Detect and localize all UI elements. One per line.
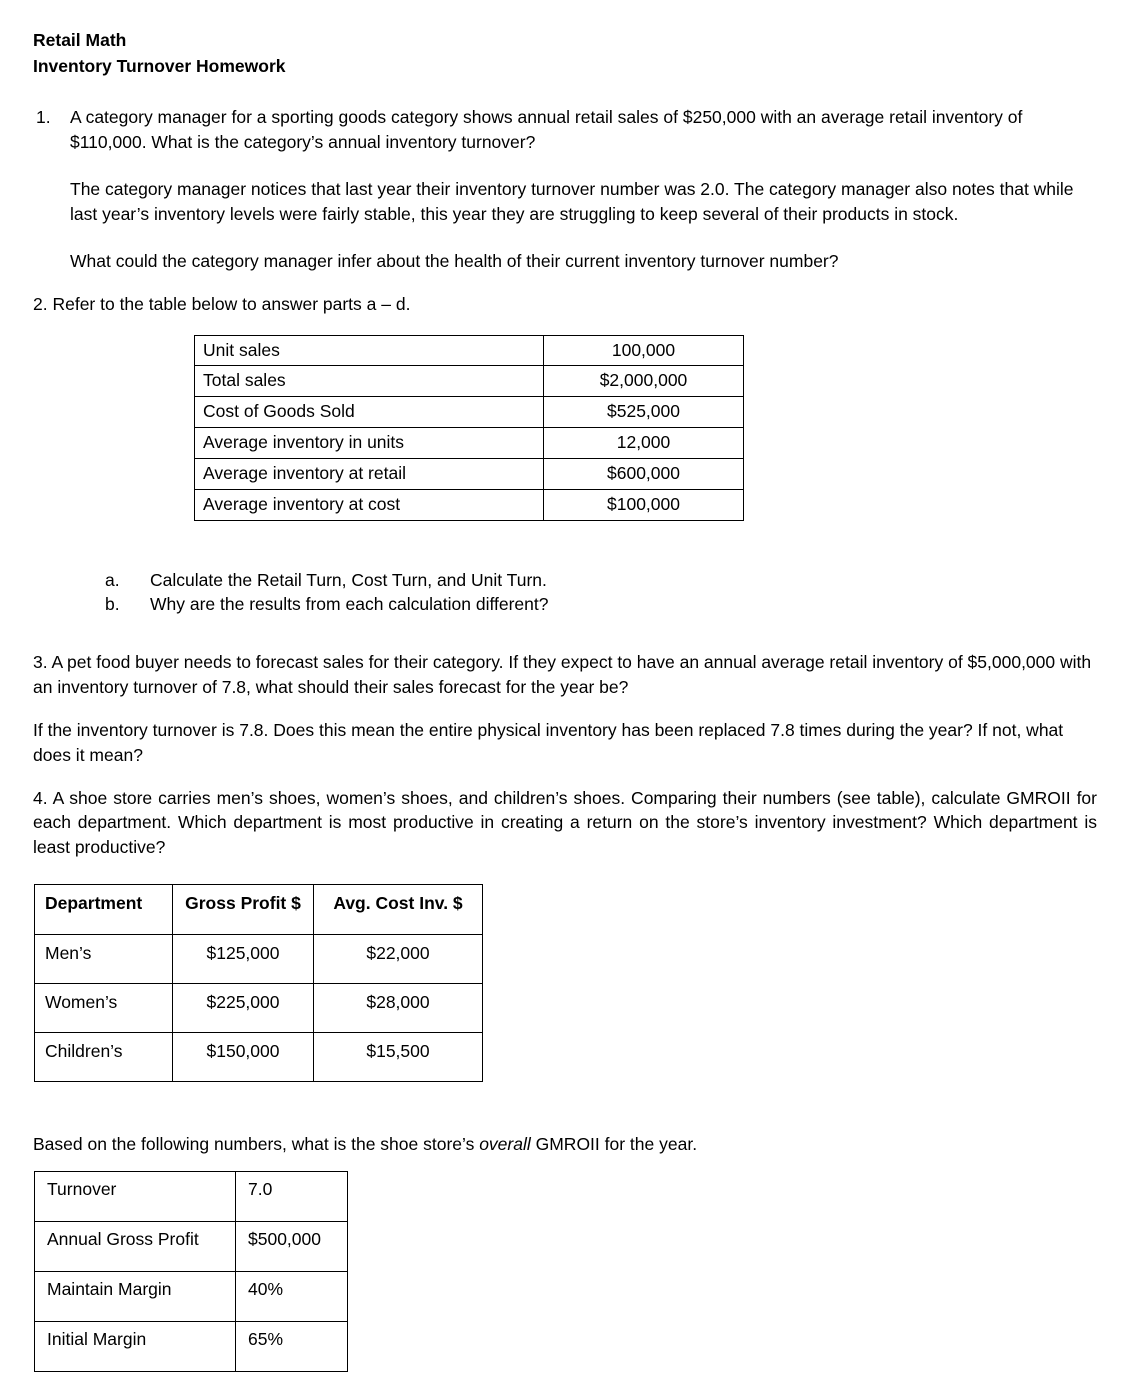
department-gross-profit: $225,000 xyxy=(173,984,314,1033)
department-name: Women’s xyxy=(35,984,173,1033)
department-avg-cost-inv: $22,000 xyxy=(314,935,483,984)
metric-value: $2,000,000 xyxy=(544,366,744,397)
department-gross-profit: $150,000 xyxy=(173,1033,314,1082)
column-header-avg-cost-inv: Avg. Cost Inv. $ xyxy=(314,885,483,935)
question-1-paragraph-1: A category manager for a sporting goods category shows annual retail sales of $250,000 with an average retail inventory of $110,000. What is the category’s annual inventory turnover? xyxy=(70,107,1023,153)
summary-value: 65% xyxy=(236,1321,348,1371)
metric-label: Average inventory in units xyxy=(195,428,544,459)
inventory-metrics-table xyxy=(194,335,744,521)
department-table-body xyxy=(35,935,483,1082)
table-row xyxy=(35,1033,483,1082)
question-2-sub-item-b xyxy=(105,592,1097,617)
table-row xyxy=(35,1321,348,1371)
inventory-metrics-table-body xyxy=(195,335,744,520)
question-1-body xyxy=(70,105,1097,273)
document-title-line-2: Inventory Turnover Homework xyxy=(33,55,286,76)
closing-suffix: GMROII for the year. xyxy=(530,1134,698,1154)
metric-label: Cost of Goods Sold xyxy=(195,397,544,428)
summary-label: Annual Gross Profit xyxy=(35,1221,236,1271)
summary-label: Initial Margin xyxy=(35,1321,236,1371)
department-gmroii-table xyxy=(34,884,483,1082)
document-title-line-1: Retail Math xyxy=(33,30,127,50)
table-row xyxy=(195,489,744,520)
question-1-paragraph-3: What could the category manager infer about the health of their current inventory turnover number? xyxy=(70,250,839,271)
metric-label: Average inventory at cost xyxy=(195,489,544,520)
sub-item-a-text: Calculate the Retail Turn, Cost Turn, and Unit Turn. xyxy=(150,569,547,590)
question-2-sub-item-a xyxy=(105,568,1097,593)
summary-value: $500,000 xyxy=(236,1221,348,1271)
sub-item-b-text: Why are the results from each calculation different? xyxy=(150,594,549,615)
department-name: Children’s xyxy=(35,1033,173,1082)
sub-item-b-marker: b. xyxy=(105,594,120,615)
question-1 xyxy=(33,105,1097,273)
question-4-closing-sentence xyxy=(33,1132,1097,1157)
department-avg-cost-inv: $28,000 xyxy=(314,984,483,1033)
table-row xyxy=(35,1271,348,1321)
summary-value: 7.0 xyxy=(236,1171,348,1221)
column-header-gross-profit: Gross Profit $ xyxy=(173,885,314,935)
closing-prefix: Based on the following numbers, what is the shoe store’s xyxy=(33,1134,480,1154)
metric-value: $525,000 xyxy=(544,397,744,428)
sub-item-a-marker: a. xyxy=(105,569,120,590)
table-row xyxy=(35,935,483,984)
table-row xyxy=(195,458,744,489)
question-3-paragraph-1: 3. A pet food buyer needs to forecast sales for their category. If they expect to have an annual average retail inventory of $5,000,000 with an inventory turnover of 7.8, what should their sales forecast for the year be? xyxy=(33,652,1092,698)
question-2-prompt: 2. Refer to the table below to answer parts a – d. xyxy=(33,293,411,314)
closing-italic-word: overall xyxy=(479,1134,531,1154)
question-1-paragraph-2: The category manager notices that last year their inventory turnover number was 2.0. The category manager also notes that while last year’s inventory levels were fairly stable, this year they are struggling to keep several of their products in stock. xyxy=(70,179,1074,224)
metric-value: $600,000 xyxy=(544,458,744,489)
table-row xyxy=(195,366,744,397)
metric-value: 100,000 xyxy=(544,335,744,366)
overall-gmroii-summary-table xyxy=(34,1171,348,1372)
table-row xyxy=(35,984,483,1033)
summary-label: Maintain Margin xyxy=(35,1271,236,1321)
metric-label: Unit sales xyxy=(195,335,544,366)
table-row xyxy=(195,335,744,366)
metric-value: 12,000 xyxy=(544,428,744,459)
summary-label: Turnover xyxy=(35,1171,236,1221)
department-name: Men’s xyxy=(35,935,173,984)
metric-label: Average inventory at retail xyxy=(195,458,544,489)
question-3-paragraph-2: If the inventory turnover is 7.8. Does this mean the entire physical inventory has been replaced 7.8 times during the year? If not, what does it mean? xyxy=(33,719,1064,765)
department-gross-profit: $125,000 xyxy=(173,935,314,984)
department-table-head xyxy=(35,885,483,935)
question-4-paragraph-1: 4. A shoe store carries men’s shoes, women’s shoes, and children’s shoes. Comparing their numbers (see table), calculate GMROII for each department. Which department is most productive in creating a return on the store’s inventory investment? Which department is least productive? xyxy=(33,787,1097,858)
metric-label: Total sales xyxy=(195,366,544,397)
table-header-row xyxy=(35,885,483,935)
summary-value: 40% xyxy=(236,1271,348,1321)
question-1-marker: 1. xyxy=(36,107,51,128)
department-avg-cost-inv: $15,500 xyxy=(314,1033,483,1082)
table-row xyxy=(35,1221,348,1271)
table-row xyxy=(195,428,744,459)
summary-table-body xyxy=(35,1171,348,1371)
table-row xyxy=(195,397,744,428)
table-row xyxy=(35,1171,348,1221)
question-2-sub-items xyxy=(105,568,1097,618)
metric-value: $100,000 xyxy=(544,489,744,520)
column-header-department: Department xyxy=(35,885,173,935)
